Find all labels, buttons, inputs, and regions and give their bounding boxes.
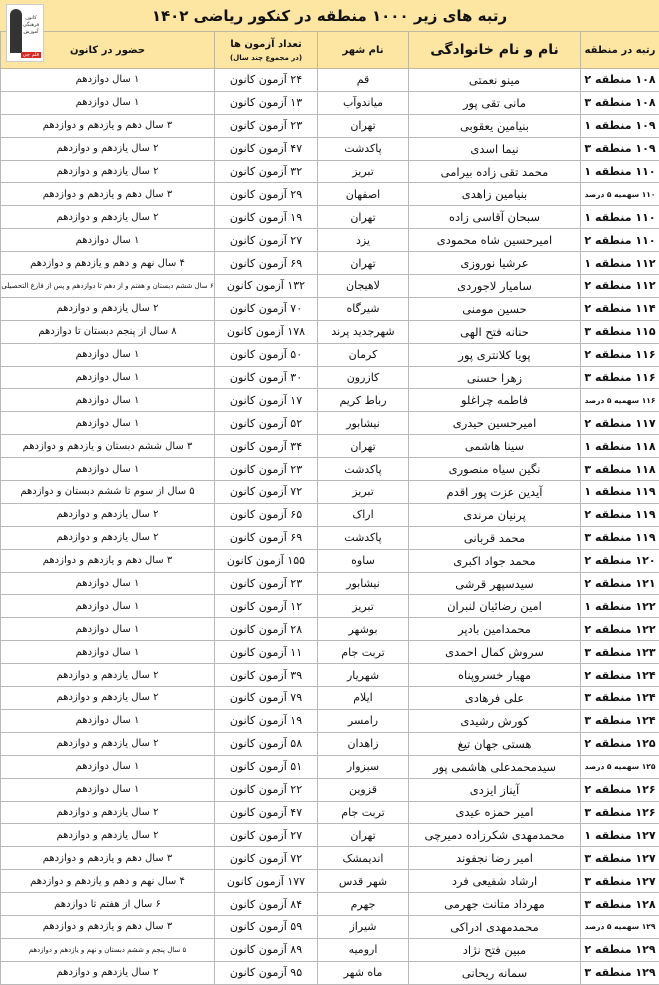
cell-exams: ۸۹ آزمون کانون	[215, 938, 318, 961]
kanoon-logo	[6, 4, 44, 62]
table-row	[1, 709, 659, 732]
cell-name: مینو نعمتی	[409, 69, 581, 92]
cell-rank: ۱۲۴ منطقه ۲	[581, 664, 659, 687]
cell-city: قم	[318, 69, 409, 92]
table-row	[1, 961, 659, 984]
cell-exams: ۶۵ آزمون کانون	[215, 503, 318, 526]
cell-attendance: ۳ سال دهم و یازدهم و دوازدهم	[1, 549, 215, 572]
cell-rank: ۱۲۷ منطقه ۳	[581, 870, 659, 893]
cell-attendance: ۱ سال دوازدهم	[1, 755, 215, 778]
cell-city: شهر قدس	[318, 870, 409, 893]
cell-city: ساوه	[318, 549, 409, 572]
header-rank: رتبه در منطقه	[581, 32, 659, 69]
cell-rank: ۱۲۷ منطقه ۳	[581, 847, 659, 870]
table-row	[1, 549, 659, 572]
cell-city: کازرون	[318, 366, 409, 389]
table-row	[1, 320, 659, 343]
cell-attendance: ۱ سال دوازدهم	[1, 91, 215, 114]
cell-exams: ۴۷ آزمون کانون	[215, 137, 318, 160]
cell-attendance: ۱ سال دوازدهم	[1, 229, 215, 252]
table-row	[1, 503, 659, 526]
cell-city: سبزوار	[318, 755, 409, 778]
cell-rank: ۱۲۳ منطقه ۳	[581, 641, 659, 664]
cell-city: تهران	[318, 824, 409, 847]
cell-attendance: ۲ سال یازدهم و دوازدهم	[1, 137, 215, 160]
cell-name: امیرحسین شاه محمودی	[409, 229, 581, 252]
cell-name: علی فرهادی	[409, 687, 581, 710]
cell-name: سیدسپهر قرشی	[409, 572, 581, 595]
cell-rank: ۱۱۷ منطقه ۲	[581, 412, 659, 435]
cell-city: تبریز	[318, 160, 409, 183]
cell-city: تهران	[318, 114, 409, 137]
cell-attendance: ۲ سال یازدهم و دوازدهم	[1, 732, 215, 755]
cell-city: اراک	[318, 503, 409, 526]
cell-rank: ۱۲۹ منطقه ۳	[581, 961, 659, 984]
cell-name: زهرا حسنی	[409, 366, 581, 389]
cell-exams: ۱۳ آزمون کانون	[215, 91, 318, 114]
cell-name: آیدین عزت پور اقدم	[409, 481, 581, 504]
cell-rank: ۱۲۷ منطقه ۱	[581, 824, 659, 847]
table-row	[1, 755, 659, 778]
table-row	[1, 481, 659, 504]
cell-exams: ۲۷ آزمون کانون	[215, 824, 318, 847]
cell-name: سینا هاشمی	[409, 435, 581, 458]
cell-exams: ۱۹ آزمون کانون	[215, 709, 318, 732]
cell-attendance: ۲ سال یازدهم و دوازدهم	[1, 961, 215, 984]
cell-name: کورش رشیدی	[409, 709, 581, 732]
table-row	[1, 366, 659, 389]
cell-exams: ۳۹ آزمون کانون	[215, 664, 318, 687]
cell-name: محمد تقی زاده بیرامی	[409, 160, 581, 183]
table-row	[1, 778, 659, 801]
cell-attendance: ۲ سال یازدهم و دوازدهم	[1, 824, 215, 847]
table-row	[1, 938, 659, 961]
cell-name: محمد جواد اکبری	[409, 549, 581, 572]
table-row	[1, 458, 659, 481]
cell-city: ایلام	[318, 687, 409, 710]
cell-city: پاکدشت	[318, 458, 409, 481]
cell-city: زاهدان	[318, 732, 409, 755]
cell-attendance: ۲ سال یازدهم و دوازدهم	[1, 664, 215, 687]
cell-rank: ۱۲۱ منطقه ۲	[581, 572, 659, 595]
cell-name: بنیامین زاهدی	[409, 183, 581, 206]
table-row	[1, 915, 659, 938]
table-row	[1, 618, 659, 641]
cell-attendance: ۱ سال دوازدهم	[1, 412, 215, 435]
cell-city: تبریز	[318, 481, 409, 504]
cell-exams: ۷۹ آزمون کانون	[215, 687, 318, 710]
cell-name: محمدمهدی شکرزاده دمیرچی	[409, 824, 581, 847]
cell-exams: ۱۷۸ آزمون کانون	[215, 320, 318, 343]
cell-city: کرمان	[318, 343, 409, 366]
cell-city: ارومیه	[318, 938, 409, 961]
cell-name: مهرداد متانت جهرمی	[409, 893, 581, 916]
cell-city: ماه شهر	[318, 961, 409, 984]
cell-attendance: ۶ سال از هفتم تا دوازدهم	[1, 893, 215, 916]
cell-name: پرنیان مرندی	[409, 503, 581, 526]
cell-rank: ۱۲۶ منطقه ۲	[581, 778, 659, 801]
cell-attendance: ۲ سال یازدهم و دوازدهم	[1, 801, 215, 824]
cell-attendance: ۱ سال دوازدهم	[1, 618, 215, 641]
cell-rank: ۱۱۹ منطقه ۲	[581, 503, 659, 526]
cell-name: محمدمهدی ادراکی	[409, 915, 581, 938]
logo-brand: قلم چی	[21, 52, 41, 58]
table-row	[1, 412, 659, 435]
cell-rank: ۱۰۹ منطقه ۳	[581, 137, 659, 160]
rankings-table	[0, 31, 659, 985]
cell-attendance: ۱ سال دوازدهم	[1, 69, 215, 92]
cell-name: سروش کمال احمدی	[409, 641, 581, 664]
table-row	[1, 526, 659, 549]
table-row	[1, 595, 659, 618]
cell-city: میاندوآب	[318, 91, 409, 114]
table-row	[1, 732, 659, 755]
cell-city: لاهیجان	[318, 275, 409, 298]
header-attendance: حضور در کانون	[1, 32, 215, 69]
cell-city: اصفهان	[318, 183, 409, 206]
cell-name: نیما اسدی	[409, 137, 581, 160]
cell-rank: ۱۱۶ منطقه ۲	[581, 343, 659, 366]
table-row	[1, 91, 659, 114]
cell-rank: ۱۱۰ منطقه ۲	[581, 229, 659, 252]
cell-city: شهریار	[318, 664, 409, 687]
cell-exams: ۲۷ آزمون کانون	[215, 229, 318, 252]
cell-exams: ۶۹ آزمون کانون	[215, 252, 318, 275]
cell-exams: ۱۷۷ آزمون کانون	[215, 870, 318, 893]
cell-city: قزوین	[318, 778, 409, 801]
cell-name: مبین فتح نژاد	[409, 938, 581, 961]
cell-attendance: ۱ سال دوازدهم	[1, 343, 215, 366]
table-row	[1, 641, 659, 664]
cell-name: نگین سیاه منصوری	[409, 458, 581, 481]
table-row	[1, 801, 659, 824]
cell-exams: ۵۱ آزمون کانون	[215, 755, 318, 778]
cell-city: پاکدشت	[318, 526, 409, 549]
cell-exams: ۵۲ آزمون کانون	[215, 412, 318, 435]
cell-attendance: ۸ سال از پنجم دبستان تا دوازدهم	[1, 320, 215, 343]
cell-city: نیشابور	[318, 572, 409, 595]
cell-name: سمانه ریحانی	[409, 961, 581, 984]
cell-exams: ۲۴ آزمون کانون	[215, 69, 318, 92]
cell-exams: ۹۵ آزمون کانون	[215, 961, 318, 984]
table-row	[1, 343, 659, 366]
cell-rank: ۱۲۴ منطقه ۳	[581, 709, 659, 732]
cell-city: شهرجدید پرند	[318, 320, 409, 343]
table-row	[1, 389, 659, 412]
cell-attendance: ۱ سال دوازدهم	[1, 389, 215, 412]
cell-city: نیشابور	[318, 412, 409, 435]
table-row	[1, 297, 659, 320]
cell-city: شیرگاه	[318, 297, 409, 320]
cell-name: سیدمحمدعلی هاشمی پور	[409, 755, 581, 778]
cell-rank: ۱۰۸ منطقه ۲	[581, 69, 659, 92]
cell-exams: ۵۹ آزمون کانون	[215, 915, 318, 938]
cell-rank: ۱۱۸ منطقه ۳	[581, 458, 659, 481]
cell-exams: ۲۳ آزمون کانون	[215, 572, 318, 595]
cell-attendance: ۱ سال دوازدهم	[1, 366, 215, 389]
table-row	[1, 572, 659, 595]
cell-rank: ۱۲۶ منطقه ۳	[581, 801, 659, 824]
table-row	[1, 275, 659, 298]
cell-exams: ۱۷ آزمون کانون	[215, 389, 318, 412]
cell-exams: ۲۹ آزمون کانون	[215, 183, 318, 206]
cell-attendance: ۳ سال دهم و یازدهم و دوازدهم	[1, 915, 215, 938]
cell-attendance: ۲ سال یازدهم و دوازدهم	[1, 160, 215, 183]
cell-exams: ۱۱ آزمون کانون	[215, 641, 318, 664]
cell-city: اندیمشک	[318, 847, 409, 870]
cell-city: یزد	[318, 229, 409, 252]
cell-name: آیناز ایزدی	[409, 778, 581, 801]
cell-exams: ۲۲ آزمون کانون	[215, 778, 318, 801]
cell-exams: ۱۲ آزمون کانون	[215, 595, 318, 618]
table-row	[1, 137, 659, 160]
cell-rank: ۱۱۴ منطقه ۲	[581, 297, 659, 320]
cell-name: حنانه فتح الهی	[409, 320, 581, 343]
cell-name: پویا کلانتری پور	[409, 343, 581, 366]
cell-rank: ۱۱۹ منطقه ۱	[581, 481, 659, 504]
cell-attendance: ۶ سال ششم دبستان و هفتم و از دهم تا دوازدهم و پس از فارغ التحصیلی	[1, 275, 215, 298]
cell-name: امیرحسین حیدری	[409, 412, 581, 435]
cell-rank: ۱۱۲ منطقه ۱	[581, 252, 659, 275]
cell-rank: ۱۱۶ منطقه ۳	[581, 366, 659, 389]
cell-exams: ۷۰ آزمون کانون	[215, 297, 318, 320]
cell-exams: ۴۷ آزمون کانون	[215, 801, 318, 824]
cell-rank: ۱۲۹ سهمیه ۵ درصد	[581, 915, 659, 938]
table-row	[1, 114, 659, 137]
cell-name: عرشیا نوروزی	[409, 252, 581, 275]
cell-attendance: ۲ سال یازدهم و دوازدهم	[1, 526, 215, 549]
cell-attendance: ۱ سال دوازدهم	[1, 641, 215, 664]
cell-attendance: ۵ سال از سوم تا ششم دبستان و دوازدهم	[1, 481, 215, 504]
table-body	[1, 69, 659, 985]
table-row	[1, 824, 659, 847]
cell-attendance: ۱ سال دوازدهم	[1, 778, 215, 801]
cell-city: رباط کریم	[318, 389, 409, 412]
cell-attendance: ۲ سال یازدهم و دوازدهم	[1, 687, 215, 710]
cell-rank: ۱۱۵ منطقه ۳	[581, 320, 659, 343]
header-exams-sub: (در مجموع چند سال)	[216, 54, 316, 62]
table-row	[1, 183, 659, 206]
cell-rank: ۱۱۰ منطقه ۱	[581, 160, 659, 183]
cell-rank: ۱۲۵ منطقه ۲	[581, 732, 659, 755]
cell-attendance: ۵ سال پنجم و ششم دبستان و نهم و یازدهم و دوازدهم	[1, 938, 215, 961]
cell-attendance: ۳ سال دهم و یازدهم و دوازدهم	[1, 847, 215, 870]
cell-city: تهران	[318, 252, 409, 275]
cell-rank: ۱۱۶ سهمیه ۵ درصد	[581, 389, 659, 412]
cell-city: تهران	[318, 206, 409, 229]
cell-attendance: ۱ سال دوازدهم	[1, 709, 215, 732]
cell-rank: ۱۲۴ منطقه ۳	[581, 687, 659, 710]
cell-rank: ۱۱۰ سهمیه ۵ درصد	[581, 183, 659, 206]
cell-exams: ۸۴ آزمون کانون	[215, 893, 318, 916]
cell-attendance: ۱ سال دوازدهم	[1, 458, 215, 481]
cell-exams: ۲۳ آزمون کانون	[215, 458, 318, 481]
cell-name: مهیار خسروپناه	[409, 664, 581, 687]
cell-attendance: ۲ سال یازدهم و دوازدهم	[1, 206, 215, 229]
cell-city: تبریز	[318, 595, 409, 618]
cell-attendance: ۳ سال دهم و یازدهم و دوازدهم	[1, 183, 215, 206]
table-row	[1, 870, 659, 893]
cell-name: امیر رضا نجفوند	[409, 847, 581, 870]
cell-city: تربت جام	[318, 801, 409, 824]
cell-name: هستی جهان تیغ	[409, 732, 581, 755]
cell-rank: ۱۱۹ منطقه ۳	[581, 526, 659, 549]
header-exams-label: تعداد آزمون ها	[230, 39, 302, 50]
cell-exams: ۷۲ آزمون کانون	[215, 481, 318, 504]
logo-text: کانون فرهنگی آموزش	[21, 15, 41, 36]
cell-name: سامیار لاجوردی	[409, 275, 581, 298]
cell-attendance: ۱ سال دوازدهم	[1, 572, 215, 595]
cell-city: جهرم	[318, 893, 409, 916]
page-title: رتبه های زیر ۱۰۰۰ منطقه در کنکور ریاضی ۱۴۰۲	[0, 0, 659, 32]
cell-rank: ۱۰۹ منطقه ۱	[581, 114, 659, 137]
cell-attendance: ۳ سال ششم دبستان و یازدهم و دوازدهم	[1, 435, 215, 458]
cell-attendance: ۲ سال یازدهم و دوازدهم	[1, 297, 215, 320]
header-exams	[215, 32, 318, 69]
cell-exams: ۶۹ آزمون کانون	[215, 526, 318, 549]
header-name: نام و نام خانوادگی	[409, 32, 581, 69]
table-row	[1, 69, 659, 92]
cell-rank: ۱۲۸ منطقه ۳	[581, 893, 659, 916]
cell-exams: ۲۳ آزمون کانون	[215, 114, 318, 137]
cell-name: مانی تقی پور	[409, 91, 581, 114]
cell-city: تهران	[318, 435, 409, 458]
table-header-row	[1, 32, 659, 69]
cell-name: امین رضائیان لنبران	[409, 595, 581, 618]
cell-name: ارشاد شفیعی فرد	[409, 870, 581, 893]
header-city: نام شهر	[318, 32, 409, 69]
cell-city: شیراز	[318, 915, 409, 938]
cell-name: بنیامین یعقوبی	[409, 114, 581, 137]
cell-exams: ۳۰ آزمون کانون	[215, 366, 318, 389]
cell-rank: ۱۲۹ منطقه ۲	[581, 938, 659, 961]
cell-rank: ۱۲۰ منطقه ۲	[581, 549, 659, 572]
cell-attendance: ۱ سال دوازدهم	[1, 595, 215, 618]
table-row	[1, 893, 659, 916]
cell-city: رامسر	[318, 709, 409, 732]
cell-rank: ۱۱۸ منطقه ۱	[581, 435, 659, 458]
cell-name: حسین مومنی	[409, 297, 581, 320]
cell-city: پاکدشت	[318, 137, 409, 160]
table-row	[1, 252, 659, 275]
cell-name: سبحان آقاسی زاده	[409, 206, 581, 229]
table-row	[1, 847, 659, 870]
table-row	[1, 664, 659, 687]
cell-name: محمدامین بادپر	[409, 618, 581, 641]
cell-name: فاطمه چراغلو	[409, 389, 581, 412]
cell-city: بوشهر	[318, 618, 409, 641]
cell-attendance: ۳ سال دهم و یازدهم و دوازدهم	[1, 114, 215, 137]
cell-rank: ۱۱۰ منطقه ۱	[581, 206, 659, 229]
cell-rank: ۱۲۵ سهمیه ۵ درصد	[581, 755, 659, 778]
cell-rank: ۱۲۲ منطقه ۱	[581, 595, 659, 618]
cell-rank: ۱۰۸ منطقه ۳	[581, 91, 659, 114]
table-row	[1, 435, 659, 458]
table-row	[1, 160, 659, 183]
cell-name: امیر حمزه عیدی	[409, 801, 581, 824]
cell-exams: ۱۹ آزمون کانون	[215, 206, 318, 229]
cell-attendance: ۴ سال نهم و دهم و یازدهم و دوازدهم	[1, 870, 215, 893]
cell-rank: ۱۲۲ منطقه ۲	[581, 618, 659, 641]
table-row	[1, 229, 659, 252]
cell-exams: ۲۸ آزمون کانون	[215, 618, 318, 641]
table-row	[1, 206, 659, 229]
cell-exams: ۳۴ آزمون کانون	[215, 435, 318, 458]
cell-city: تربت جام	[318, 641, 409, 664]
cell-exams: ۱۵۵ آزمون کانون	[215, 549, 318, 572]
cell-exams: ۱۳۲ آزمون کانون	[215, 275, 318, 298]
cell-rank: ۱۱۲ منطقه ۲	[581, 275, 659, 298]
cell-exams: ۳۲ آزمون کانون	[215, 160, 318, 183]
cell-exams: ۷۲ آزمون کانون	[215, 847, 318, 870]
cell-exams: ۵۰ آزمون کانون	[215, 343, 318, 366]
cell-attendance: ۴ سال نهم و دهم و یازدهم و دوازدهم	[1, 252, 215, 275]
table-row	[1, 687, 659, 710]
cell-name: محمد قربانی	[409, 526, 581, 549]
cell-attendance: ۲ سال یازدهم و دوازدهم	[1, 503, 215, 526]
cell-exams: ۵۸ آزمون کانون	[215, 732, 318, 755]
